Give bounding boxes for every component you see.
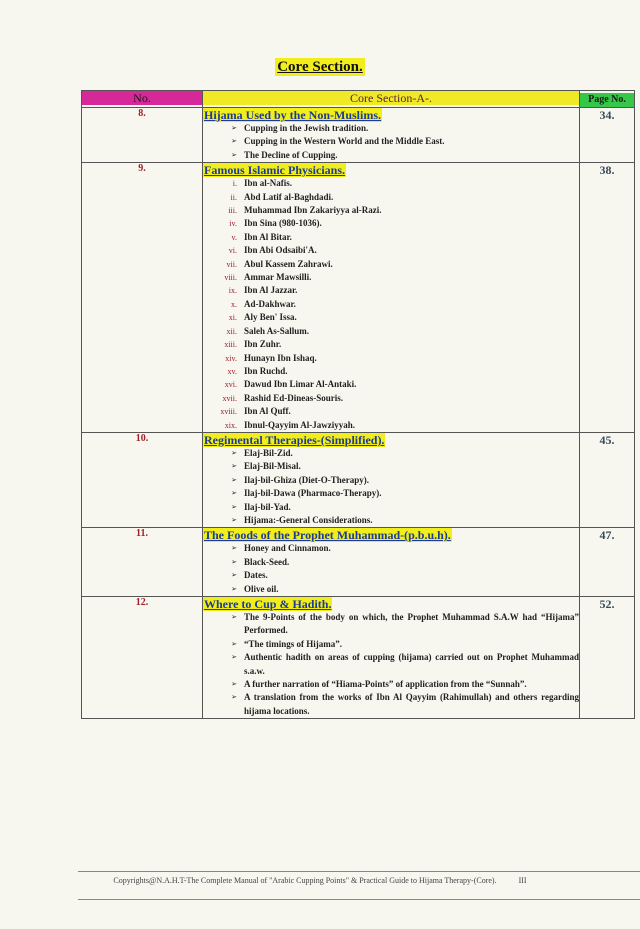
roman-numeral: xix. [224,420,237,430]
arrow-bullet-icon: ➢ [231,475,237,484]
footer-rule-bottom [78,899,640,900]
list-item-text: Dawud Ibn Limar Al-Antaki. [244,379,357,390]
roman-numeral: xviii. [220,407,237,417]
list-item [203,691,579,718]
list-item [203,638,579,651]
row-number: 10. [82,432,203,527]
roman-numeral: xiii. [224,340,237,350]
arrow-bullet-icon: ➢ [231,489,237,498]
list-item [203,298,579,311]
section-item-list [203,447,579,527]
list-item [203,501,579,514]
list-item-text: Saleh As-Sallum. [244,325,310,336]
arrow-bullet-icon: ➢ [231,680,237,689]
section-cell [203,108,580,163]
section-item-list [203,611,579,718]
list-item-text: Honey and Cinnamon. [244,543,331,554]
arrow-bullet-icon: ➢ [231,557,237,566]
list-item-text: Ilaj-bil-Ghiza (Diet-O-Therapy). [244,474,369,485]
list-item [203,542,579,555]
roman-numeral: xiv. [225,353,237,363]
row-number: 11. [82,528,203,597]
list-item [203,149,579,162]
roman-numeral: xi. [228,313,237,323]
table-row [82,108,635,163]
list-item [203,258,579,271]
list-item [203,556,579,569]
section-item-list [203,122,579,162]
page-number-cell: 34. [580,108,635,163]
section-item-list [203,542,579,596]
contents-table [81,90,635,719]
list-item [203,177,579,190]
list-item [203,365,579,378]
list-item-text: Cupping in the Western World and the Middle East. [244,136,445,147]
roman-numeral: ix. [228,286,237,296]
row-number: 8. [82,108,203,163]
section-cell [203,528,580,597]
arrow-bullet-icon: ➢ [231,515,237,524]
footer-text: Copyrights@N.A.H.T-The Complete Manual of "Arabic Cupping Points" & Practical Guide to Hijama Therapy-(Core). [113,876,497,885]
list-item-text: Ibn al-Nafis. [244,178,293,189]
list-item-text: The Decline of Cupping. [244,149,338,160]
header-no: No. [82,91,203,108]
roman-numeral: x. [231,299,237,309]
arrow-bullet-icon: ➢ [231,502,237,511]
section-title: The Foods of the Prophet Muhammad-(p.b.u.h). [204,528,451,543]
section-item-list [203,177,579,432]
list-item-text: A further narration of “Hiama-Points” of application from the “Sunnah”. [244,679,527,690]
list-item [203,352,579,365]
list-item [203,217,579,230]
roman-numeral: iv. [229,219,237,229]
arrow-bullet-icon: ➢ [231,653,237,662]
list-item-text: Abd Latif al-Baghdadi. [244,191,334,202]
arrow-bullet-icon: ➢ [231,584,237,593]
list-item [203,378,579,391]
list-item-text: A translation from the works of Ibn Al Qayyim (Rahimullah) and others regarding hijama locations. [244,692,579,716]
roman-numeral: iii. [228,206,237,216]
page-number-cell: 45. [580,432,635,527]
list-item-text: Hunayn Ibn Ishaq. [244,352,317,363]
list-item [203,583,579,596]
list-item-text: Rashid Ed-Dineas-Souris. [244,392,344,403]
arrow-bullet-icon: ➢ [231,137,237,146]
table-row [82,597,635,719]
list-item-text: Cupping in the Jewish tradition. [244,123,369,133]
list-item-text: Ibn Al Quff. [244,406,291,417]
arrow-bullet-icon: ➢ [231,544,237,553]
list-item [203,338,579,351]
list-item [203,122,579,135]
list-item-text: Ibn Al Jazzar. [244,285,298,296]
page-number-cell: 38. [580,163,635,433]
arrow-bullet-icon: ➢ [231,571,237,580]
roman-numeral: i. [232,179,237,189]
roman-numeral: xvi. [224,380,237,390]
table-header-row [82,91,635,108]
list-item-text: Ilaj-bil-Dawa (Pharmaco-Therapy). [244,488,382,499]
list-item-text: Aly Ben' Issa. [244,312,297,323]
list-item-text: Ibnul-Qayyim Al-Jawziyyah. [244,419,356,430]
arrow-bullet-icon: ➢ [231,693,237,702]
list-item [203,271,579,284]
arrow-bullet-icon: ➢ [231,613,237,621]
list-item [203,405,579,418]
list-item [203,284,579,297]
list-item [203,447,579,460]
row-number: 9. [82,163,203,433]
list-item [203,311,579,324]
table-row [82,528,635,597]
list-item [203,244,579,257]
footer-rule-top [78,871,640,872]
section-cell [203,432,580,527]
list-item [203,204,579,217]
section-cell [203,597,580,719]
roman-numeral: ii. [230,192,237,202]
page-title [0,58,640,76]
list-item [203,191,579,204]
list-item-text: Abul Kassem Zahrawi. [244,258,333,269]
arrow-bullet-icon: ➢ [231,124,237,132]
section-cell [203,163,580,433]
list-item [203,487,579,500]
roman-numeral: xvii. [222,393,237,403]
section-title: Regimental Therapies-(Simplified). [204,432,385,447]
roman-numeral: xii. [226,326,237,336]
list-item-text: Olive oil. [244,583,279,594]
roman-numeral: vii. [226,259,237,269]
section-title: Famous Islamic Physicians. [204,163,346,178]
list-item-text: Ilaj-bil-Yad. [244,501,291,512]
list-item-text: Hijama:-General Considerations. [244,514,373,525]
list-item-text: Ammar Mawsilli. [244,272,312,283]
list-item [203,651,579,678]
roman-numeral: xv. [227,366,237,376]
list-item [203,231,579,244]
list-item-text: Ibn Abi Odsaibi'A. [244,245,317,256]
section-title: Hijama Used by the Non-Muslims. [204,108,382,122]
table-row [82,432,635,527]
list-item-text: Ibn Zuhr. [244,339,282,350]
list-item [203,419,579,432]
list-item [203,135,579,148]
list-item-text: Ibn Al Bitar. [244,231,292,242]
section-title: Where to Cup & Hadith. [204,597,332,611]
roman-numeral: vi. [228,246,237,256]
list-item [203,325,579,338]
list-item-text: Muhammad Ibn Zakariyya al-Razi. [244,205,382,216]
list-item [203,392,579,405]
list-item-text: “The timings of Hijama”. [244,638,342,649]
list-item-text: Dates. [244,570,268,581]
list-item-text: Elaj-Bil-Misal. [244,461,301,472]
page-number-cell: 52. [580,597,635,719]
list-item [203,474,579,487]
roman-numeral: viii. [224,273,237,283]
page-title-text: Core Section. [277,59,363,75]
roman-numeral: v. [231,232,237,242]
arrow-bullet-icon: ➢ [231,639,237,648]
list-item [203,460,579,473]
list-item-text: Ibn Ruchd. [244,365,288,376]
arrow-bullet-icon: ➢ [231,462,237,471]
row-number: 12. [82,597,203,719]
list-item [203,569,579,582]
table-row [82,163,635,433]
arrow-bullet-icon: ➢ [231,448,237,457]
list-item-text: Black-Seed. [244,556,290,567]
page-number-cell: 47. [580,528,635,597]
list-item-text: Authentic hadith on areas of cupping (hijama) carried out on Prophet Muhammad s.a.w. [244,652,579,676]
header-core-section: Core Section-A-. [203,91,580,108]
list-item-text: Elaj-Bil-Zid. [244,447,293,458]
list-item [203,611,579,638]
list-item-text: The 9-Points of the body on which, the Prophet Muhammad S.A.W had “Hijama” Performed. [244,612,579,636]
arrow-bullet-icon: ➢ [231,150,237,159]
page-number: III [518,876,527,885]
list-item-text: Ibn Sina (980-1036). [244,218,322,229]
header-page-no: Page No. [580,91,635,108]
list-item [203,514,579,527]
page-footer [0,876,640,885]
list-item [203,678,579,691]
list-item-text: Ad-Dakhwar. [244,298,296,309]
